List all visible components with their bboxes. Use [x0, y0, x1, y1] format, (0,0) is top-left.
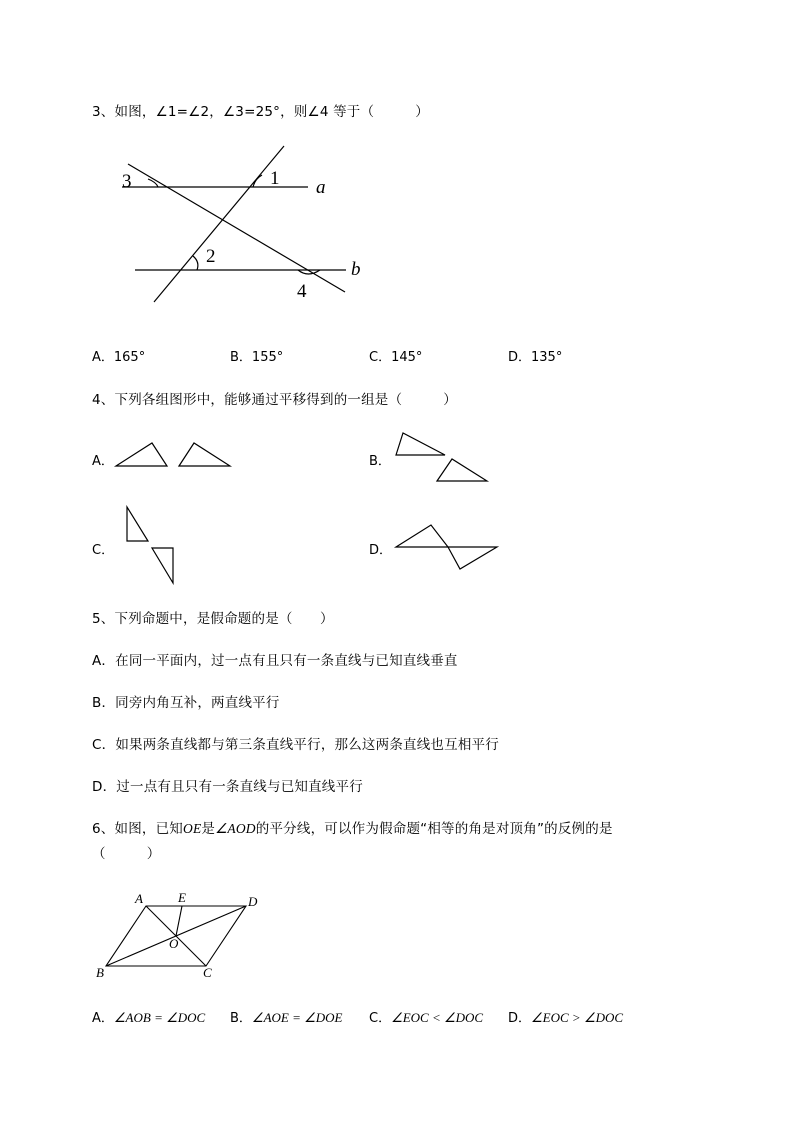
q6-option-c-expr: ∠EOC < ∠DOC — [391, 1010, 484, 1025]
fig6-label-e: E — [178, 890, 186, 905]
q5-option-a[interactable]: A．在同一平面内，过一点有且只有一条直线与已知直线垂直 — [92, 653, 458, 669]
fig3-label-1: 1 — [270, 168, 280, 189]
q4-stem: 4、下列各组图形中，能够通过平移得到的一组是（ ） — [92, 392, 457, 408]
q6-option-a[interactable] — [92, 1007, 205, 1026]
q6-stem-post: 的平分线，可以作为假命题“相等的角是对顶角”的反例的是 — [255, 821, 613, 837]
q6-stem-mid: 是 — [201, 821, 216, 837]
q6-option-d[interactable] — [508, 1007, 623, 1026]
q6-option-d-label: D． — [508, 1011, 532, 1026]
fig6-label-a: A — [135, 891, 143, 906]
q6-option-b[interactable] — [230, 1007, 343, 1026]
q6-stem-oe: OE — [183, 821, 202, 836]
fig3-label-2: 2 — [206, 246, 216, 267]
q6-stem-aod: ∠AOD — [215, 821, 256, 836]
q5-option-b[interactable]: B．同旁内角互补，两直线平行 — [92, 695, 280, 711]
q6-option-c-label: C． — [369, 1011, 392, 1026]
segment-oe — [176, 906, 182, 936]
q5-option-c[interactable]: C．如果两条直线都与第三条直线平行，那么这两条直线也互相平行 — [92, 737, 499, 753]
q6-option-a-expr: ∠AOB = ∠DOC — [113, 1010, 206, 1025]
q4-option-c[interactable]: C． — [92, 543, 115, 558]
q6-option-a-label: A． — [92, 1011, 114, 1026]
q6-option-c[interactable] — [369, 1007, 483, 1026]
q3-option-a[interactable]: A．165° — [92, 350, 146, 365]
q3-option-b[interactable]: B．155° — [230, 350, 284, 365]
q6-stem-pre: 6、如图，已知 — [92, 821, 183, 837]
q4-option-d[interactable]: D． — [369, 543, 393, 558]
fig3-label-a: a — [316, 177, 326, 198]
fig3-label-b: b — [351, 259, 361, 280]
fig6-label-d: D — [248, 894, 258, 909]
q6-option-d-expr: ∠EOC > ∠DOC — [531, 1010, 624, 1025]
fig6-label-o: O — [169, 936, 179, 951]
fig6-label-c: C — [203, 965, 212, 980]
q4-option-a[interactable]: A． — [92, 454, 114, 469]
fig6-label-b: B — [96, 965, 104, 980]
fig3-label-4: 4 — [297, 281, 307, 302]
fig3-label-3: 3 — [122, 171, 132, 192]
q6-option-b-expr: ∠AOE = ∠DOE — [251, 1010, 343, 1025]
q3-option-d[interactable]: D．135° — [508, 350, 563, 365]
q3-stem: 3、如图，∠1=∠2，∠3=25°，则∠4 等于（ ） — [92, 104, 429, 120]
q6-option-b-label: B． — [230, 1011, 252, 1026]
q5-option-d[interactable]: D．过一点有且只有一条直线与已知直线平行 — [92, 779, 363, 795]
q6-stem-line2: （ ） — [92, 846, 161, 862]
q5-stem: 5、下列命题中，是假命题的是（ ） — [92, 611, 334, 627]
q3-option-c[interactable]: C．145° — [369, 350, 423, 365]
q4-option-b[interactable]: B． — [369, 454, 391, 469]
